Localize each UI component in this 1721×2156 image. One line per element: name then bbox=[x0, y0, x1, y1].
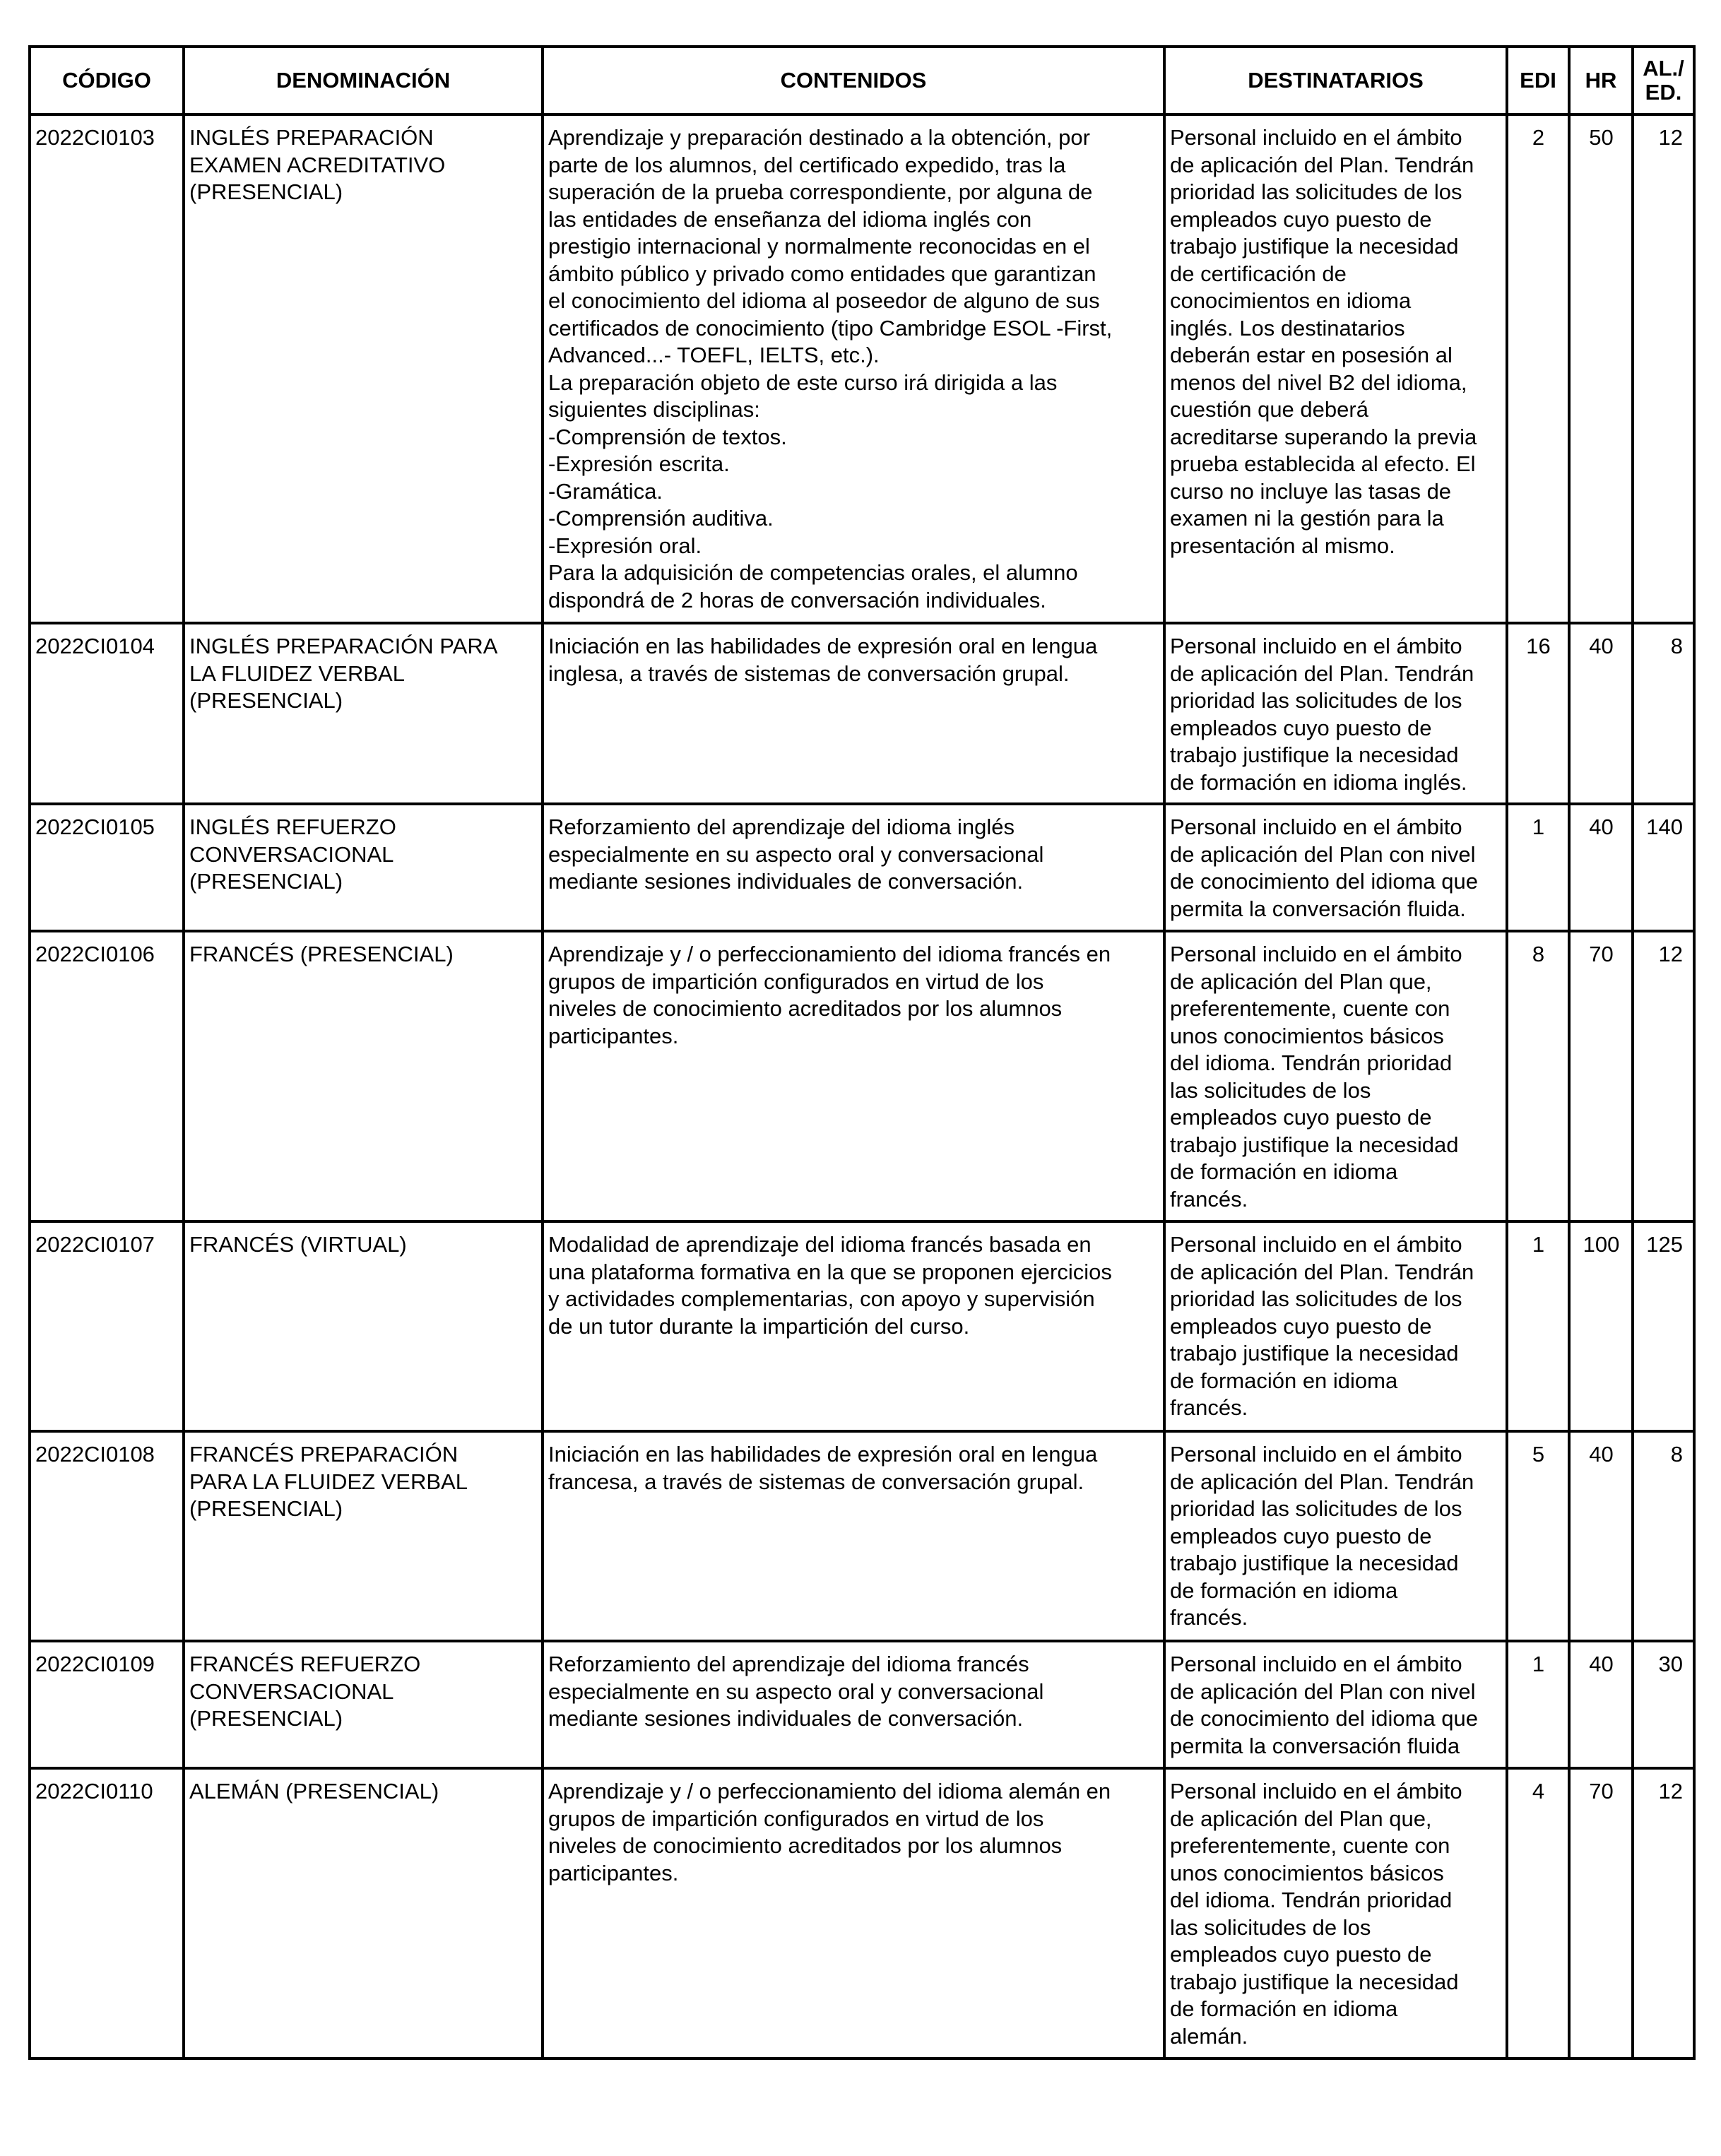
cell-al-ed: 12 bbox=[1633, 114, 1694, 623]
table-row bbox=[30, 1431, 1694, 1641]
table-row bbox=[30, 804, 1694, 931]
cell-edi: 16 bbox=[1507, 623, 1569, 804]
cell-contenidos: Iniciación en las habilidades de expresión oral en lengua inglesa, a través de sistemas de conversación grupal. bbox=[543, 623, 1164, 804]
cell-edi: 8 bbox=[1507, 931, 1569, 1221]
cell-destinatarios: Personal incluido en el ámbito de aplicación del Plan. Tendrán prioridad las solicitudes de los empleados cuyo puesto de trabajo justifique la necesidad de formación en idioma inglés. bbox=[1164, 623, 1507, 804]
course-table bbox=[28, 45, 1696, 2060]
header-denominacion: DENOMINACIÓN bbox=[184, 47, 543, 114]
cell-al-ed: 12 bbox=[1633, 931, 1694, 1221]
cell-destinatarios: Personal incluido en el ámbito de aplicación del Plan con nivel de conocimiento del idioma que permita la conversación fluida. bbox=[1164, 804, 1507, 931]
header-contenidos: CONTENIDOS bbox=[543, 47, 1164, 114]
cell-hr: 50 bbox=[1569, 114, 1633, 623]
cell-contenidos: Iniciación en las habilidades de expresión oral en lengua francesa, a través de sistemas de conversación grupal. bbox=[543, 1431, 1164, 1641]
cell-contenidos: Reforzamiento del aprendizaje del idioma francés especialmente en su aspecto oral y conversacional mediante sesiones individuales de conversación. bbox=[543, 1641, 1164, 1768]
cell-destinatarios: Personal incluido en el ámbito de aplicación del Plan. Tendrán prioridad las solicitudes de los empleados cuyo puesto de trabajo justifique la necesidad de certificación de conocimientos en idioma inglés. Los destinatarios deberán estar en posesión al menos del nivel B2 del idioma, cuestión que deberá acreditarse superando la previa prueba establecida al efecto. El curso no incluye las tasas de examen ni la gestión para la presentación al mismo. bbox=[1164, 114, 1507, 623]
header-destinatarios: DESTINATARIOS bbox=[1164, 47, 1507, 114]
table-row bbox=[30, 623, 1694, 804]
cell-edi: 2 bbox=[1507, 114, 1569, 623]
header-row bbox=[30, 47, 1694, 114]
cell-al-ed: 8 bbox=[1633, 623, 1694, 804]
header-al-ed: AL./ ED. bbox=[1633, 47, 1694, 114]
cell-codigo: 2022CI0109 bbox=[30, 1641, 184, 1768]
cell-edi: 5 bbox=[1507, 1431, 1569, 1641]
cell-edi: 1 bbox=[1507, 804, 1569, 931]
cell-hr: 40 bbox=[1569, 623, 1633, 804]
cell-hr: 100 bbox=[1569, 1221, 1633, 1431]
cell-destinatarios: Personal incluido en el ámbito de aplicación del Plan. Tendrán prioridad las solicitudes de los empleados cuyo puesto de trabajo justifique la necesidad de formación en idioma francés. bbox=[1164, 1431, 1507, 1641]
cell-denominacion: INGLÉS PREPARACIÓN PARA LA FLUIDEZ VERBAL (PRESENCIAL) bbox=[184, 623, 543, 804]
cell-codigo: 2022CI0105 bbox=[30, 804, 184, 931]
cell-denominacion: INGLÉS REFUERZO CONVERSACIONAL (PRESENCIAL) bbox=[184, 804, 543, 931]
cell-destinatarios: Personal incluido en el ámbito de aplicación del Plan que, preferentemente, cuente con unos conocimientos básicos del idioma. Tendrán prioridad las solicitudes de los empleados cuyo puesto de trabajo justifique la necesidad de formación en idioma francés. bbox=[1164, 931, 1507, 1221]
cell-al-ed: 140 bbox=[1633, 804, 1694, 931]
cell-denominacion: FRANCÉS PREPARACIÓN PARA LA FLUIDEZ VERBAL (PRESENCIAL) bbox=[184, 1431, 543, 1641]
cell-al-ed: 12 bbox=[1633, 1768, 1694, 2059]
cell-destinatarios: Personal incluido en el ámbito de aplicación del Plan. Tendrán prioridad las solicitudes de los empleados cuyo puesto de trabajo justifique la necesidad de formación en idioma francés. bbox=[1164, 1221, 1507, 1431]
cell-edi: 4 bbox=[1507, 1768, 1569, 2059]
cell-codigo: 2022CI0104 bbox=[30, 623, 184, 804]
table-row bbox=[30, 1768, 1694, 2059]
cell-hr: 40 bbox=[1569, 804, 1633, 931]
cell-contenidos: Modalidad de aprendizaje del idioma francés basada en una plataforma formativa en la que se proponen ejercicios y actividades complementarias, con apoyo y supervisión de un tutor durante la impartición del curso. bbox=[543, 1221, 1164, 1431]
cell-al-ed: 8 bbox=[1633, 1431, 1694, 1641]
cell-denominacion: FRANCÉS (PRESENCIAL) bbox=[184, 931, 543, 1221]
cell-denominacion: INGLÉS PREPARACIÓN EXAMEN ACREDITATIVO (PRESENCIAL) bbox=[184, 114, 543, 623]
cell-destinatarios: Personal incluido en el ámbito de aplicación del Plan con nivel de conocimiento del idioma que permita la conversación fluida bbox=[1164, 1641, 1507, 1768]
cell-al-ed: 125 bbox=[1633, 1221, 1694, 1431]
cell-codigo: 2022CI0103 bbox=[30, 114, 184, 623]
cell-codigo: 2022CI0106 bbox=[30, 931, 184, 1221]
cell-contenidos: Aprendizaje y / o perfeccionamiento del idioma francés en grupos de impartición configurados en virtud de los niveles de conocimiento acreditados por los alumnos participantes. bbox=[543, 931, 1164, 1221]
cell-edi: 1 bbox=[1507, 1641, 1569, 1768]
header-hr: HR bbox=[1569, 47, 1633, 114]
header-codigo: CÓDIGO bbox=[30, 47, 184, 114]
cell-denominacion: ALEMÁN (PRESENCIAL) bbox=[184, 1768, 543, 2059]
table-row bbox=[30, 1221, 1694, 1431]
cell-codigo: 2022CI0110 bbox=[30, 1768, 184, 2059]
table-row bbox=[30, 931, 1694, 1221]
cell-destinatarios: Personal incluido en el ámbito de aplicación del Plan que, preferentemente, cuente con unos conocimientos básicos del idioma. Tendrán prioridad las solicitudes de los empleados cuyo puesto de trabajo justifique la necesidad de formación en idioma alemán. bbox=[1164, 1768, 1507, 2059]
cell-codigo: 2022CI0107 bbox=[30, 1221, 184, 1431]
cell-codigo: 2022CI0108 bbox=[30, 1431, 184, 1641]
cell-hr: 70 bbox=[1569, 1768, 1633, 2059]
table-row bbox=[30, 114, 1694, 623]
cell-hr: 40 bbox=[1569, 1431, 1633, 1641]
cell-al-ed: 30 bbox=[1633, 1641, 1694, 1768]
table-row bbox=[30, 1641, 1694, 1768]
cell-edi: 1 bbox=[1507, 1221, 1569, 1431]
cell-hr: 70 bbox=[1569, 931, 1633, 1221]
cell-denominacion: FRANCÉS (VIRTUAL) bbox=[184, 1221, 543, 1431]
cell-contenidos: Aprendizaje y / o perfeccionamiento del idioma alemán en grupos de impartición configurados en virtud de los niveles de conocimiento acreditados por los alumnos participantes. bbox=[543, 1768, 1164, 2059]
cell-contenidos: Reforzamiento del aprendizaje del idioma inglés especialmente en su aspecto oral y conversacional mediante sesiones individuales de conversación. bbox=[543, 804, 1164, 931]
header-edi: EDI bbox=[1507, 47, 1569, 114]
cell-contenidos: Aprendizaje y preparación destinado a la obtención, por parte de los alumnos, del certificado expedido, tras la superación de la prueba correspondiente, por alguna de las entidades de enseñanza del idioma inglés con prestigio internacional y normalmente reconocidas en el ámbito público y privado como entidades que garantizan el conocimiento del idioma al poseedor de alguno de sus certificados de conocimiento (tipo Cambridge ESOL -First, Advanced...- TOEFL, IELTS, etc.). La preparación objeto de este curso irá dirigida a las siguientes disciplinas: -Comprensión de textos. -Expresión escrita. -Gramática. -Comprensión auditiva. -Expresión oral. Para la adquisición de competencias orales, el alumno dispondrá de 2 horas de conversación individuales. bbox=[543, 114, 1164, 623]
cell-hr: 40 bbox=[1569, 1641, 1633, 1768]
cell-denominacion: FRANCÉS REFUERZO CONVERSACIONAL (PRESENCIAL) bbox=[184, 1641, 543, 1768]
